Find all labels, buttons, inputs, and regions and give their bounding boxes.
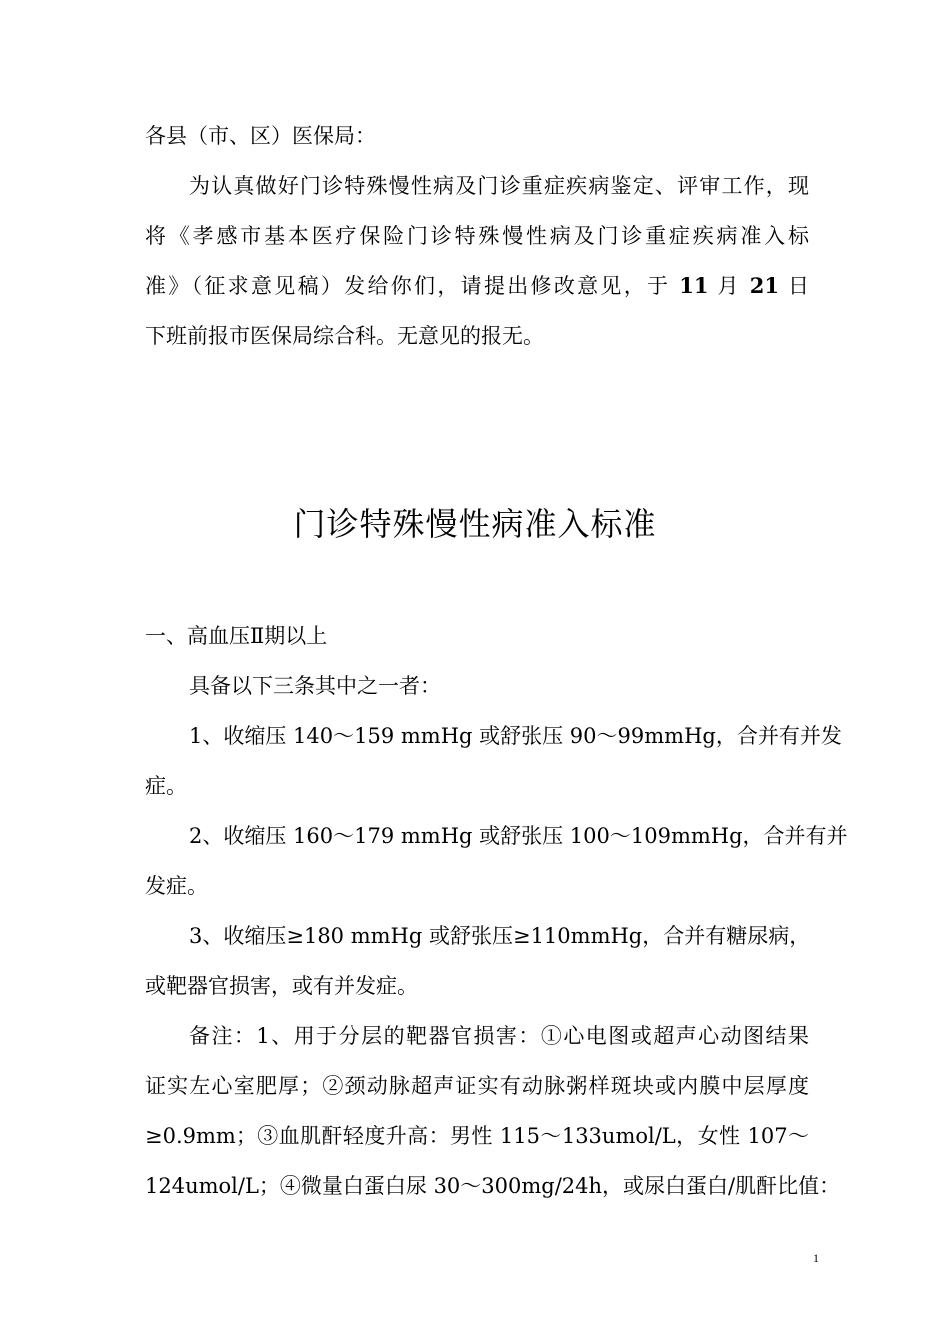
remark-line-3: ≥0.9mm；③血肌酐轻度升高：男性 115～133umol/L，女性 107～ [145, 1124, 809, 1148]
deadline-month: 11 [679, 273, 709, 298]
remark-line-2: 证实左心室肥厚；②颈动脉超声证实有动脉粥样斑块或内膜中层厚度 [145, 1074, 809, 1098]
remark-line-4: 124umol/L；④微量白蛋白尿 30～300mg/24h，或尿白蛋白/肌酐比值： [145, 1174, 841, 1198]
notice-line-4: 下班前报市医保局综合科。无意见的报无。 [145, 324, 544, 348]
section-intro: 具备以下三条其中之一者： [189, 674, 441, 698]
remark-line-1: 备注：1、用于分层的靶器官损害：①心电图或超声心动图结果 [189, 1024, 809, 1048]
document-title: 门诊特殊慢性病准入标准 [293, 505, 657, 543]
criterion-2-line-1: 2、收缩压 160～179 mmHg 或舒张压 100～109mmHg，合并有并 [189, 824, 848, 848]
notice-line-2: 将《孝感市基本医疗保险门诊特殊慢性病及门诊重症疾病准入标 [145, 224, 809, 248]
criterion-1-line-1: 1、收缩压 140～159 mmHg 或舒张压 90～99mmHg，合并有并发 [189, 724, 842, 748]
criterion-3-line-1: 3、收缩压≥180 mmHg 或舒张压≥110mmHg，合并有糖尿病， [189, 924, 811, 948]
criterion-1-line-2: 症。 [145, 774, 187, 798]
criterion-3-line-2: 或靶器官损害，或有并发症。 [145, 974, 418, 998]
notice-line-1: 为认真做好门诊特殊慢性病及门诊重症疾病鉴定、评审工作，现 [189, 174, 809, 198]
notice-line-3-start: 准》（征求意见稿）发给你们，请提出修改意见，于 [145, 274, 680, 298]
criterion-2-line-2: 发症。 [145, 874, 208, 898]
salutation: 各县（市、区）医保局： [145, 124, 376, 148]
notice-line-3-day-unit: 日 [779, 274, 809, 298]
notice-line-3 [145, 272, 809, 300]
notice-line-3-month-unit: 月 [708, 274, 750, 298]
section-heading-hypertension: 一、高血压Ⅱ期以上 [145, 624, 328, 648]
page-number: 1 [813, 1251, 819, 1265]
deadline-day: 21 [749, 273, 780, 298]
